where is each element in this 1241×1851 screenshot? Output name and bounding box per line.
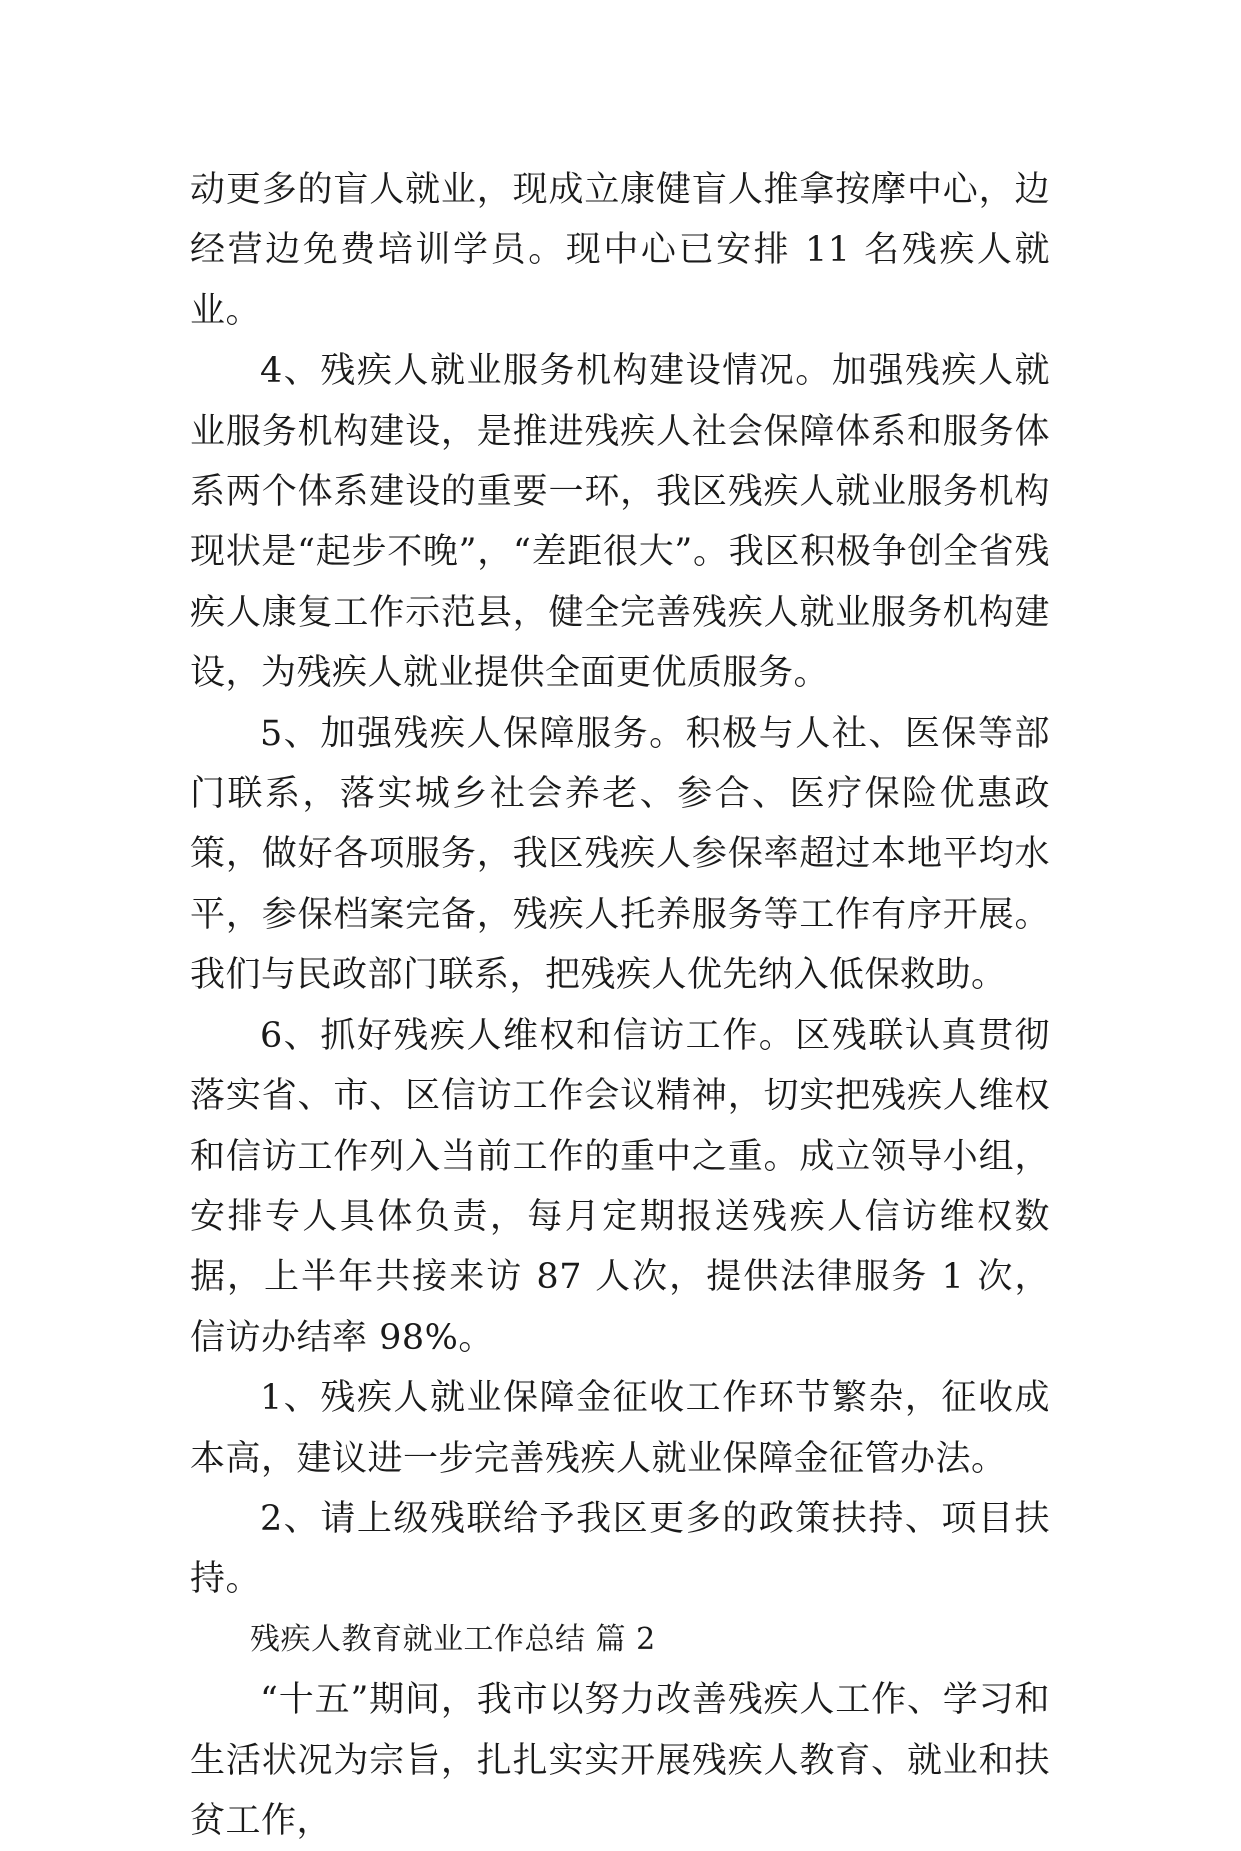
paragraph-item-4: 4、残疾人就业服务机构建设情况。加强残疾人就业服务机构建设，是推进残疾人社会保障体系和服务体系两个体系建设的重要一环，我区残疾人就业服务机构现状是“起步不晚”，“差距很大”。我区积极争创全省残疾人康复工作示范县，健全完善残疾人就业服务机构建设，为残疾人就业提供全面更优质服务。 (190, 351, 1050, 694)
paragraph-continuation: 动更多的盲人就业，现成立康健盲人推拿按摩中心，边经营边免费培训学员。现中心已安排 11 名残疾人就业。 (190, 170, 1050, 331)
section-heading: 残疾人教育就业工作总结 篇 2 (250, 1621, 656, 1657)
document-body (190, 160, 1050, 1851)
paragraph-problem-2: 2、请上级残联给予我区更多的政策扶持、项目扶持。 (190, 1498, 1050, 1600)
paragraph-intro: “十五”期间，我市以努力改善残疾人工作、学习和生活状况为宗旨，扎扎实实开展残疾人教育、就业和扶贫工作， (190, 1680, 1050, 1841)
paragraph-item-6: 6、抓好残疾人维权和信访工作。区残联认真贯彻落实省、市、区信访工作会议精神，切实把残疾人维权和信访工作列入当前工作的重中之重。成立领导小组，安排专人具体负责，每月定期报送残疾人信访维权数据，上半年共接来访 87 人次，提供法律服务 1 次，信访办结率 98%。 (190, 1015, 1050, 1358)
paragraph-problem-1: 1、残疾人就业保障金征收工作环节繁杂，征收成本高，建议进一步完善残疾人就业保障金征管办法。 (190, 1378, 1050, 1479)
paragraph-item-5: 5、加强残疾人保障服务。积极与人社、医保等部门联系，落实城乡社会养老、参合、医疗保险优惠政策，做好各项服务，我区残疾人参保率超过本地平均水平，参保档案完备，残疾人托养服务等工作有序开展。我们与民政部门联系，把残疾人优先纳入低保救助。 (190, 713, 1050, 996)
